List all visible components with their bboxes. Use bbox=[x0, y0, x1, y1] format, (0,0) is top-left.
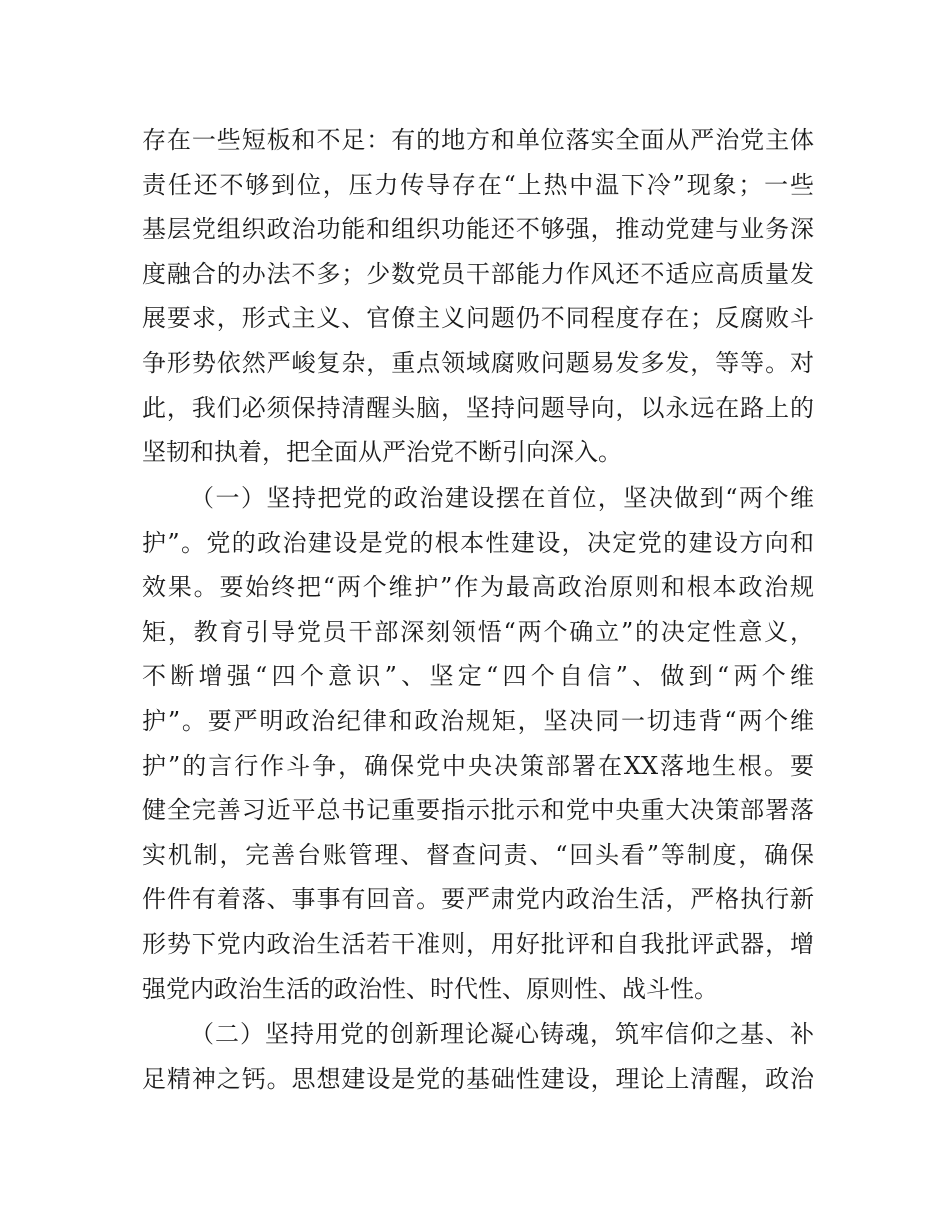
paragraph-section-one bbox=[142, 476, 814, 1011]
text-line: 基层党组织政治功能和组织功能还不够强，推动党建与业务深 bbox=[142, 215, 814, 244]
text-line: 形势下党内政治生活若干准则，用好批评和自我批评武器，增 bbox=[142, 929, 814, 958]
text-line: 护”。党的政治建设是党的根本性建设，决定党的建设方向和 bbox=[142, 528, 814, 557]
text-line: 矩，教育引导党员干部深刻领悟“两个确立”的决定性意义， bbox=[142, 617, 814, 646]
text-line: （二）坚持用党的创新理论凝心铸魂，筑牢信仰之基、补 bbox=[190, 1020, 814, 1048]
text-line: （一）坚持把党的政治建设摆在首位，坚决做到“两个维 bbox=[190, 484, 814, 512]
text-line: 件件有着落、事事有回音。要严肃党内政治生活，严格执行新 bbox=[142, 885, 814, 914]
text-line: 存在一些短板和不足：有的地方和单位落实全面从严治党主体 bbox=[142, 126, 814, 154]
text-line: 此，我们必须保持清醒头脑，坚持问题导向，以永远在路上的 bbox=[142, 393, 814, 422]
text-line: 度融合的办法不多；少数党员干部能力作风还不适应高质量发 bbox=[142, 259, 814, 288]
paragraph-section-two bbox=[142, 1012, 814, 1101]
text-line: 实机制，完善台账管理、督查问责、“回头看”等制度，确保 bbox=[142, 840, 814, 869]
text-line: 展要求，形式主义、官僚主义问题仍不同程度存在；反腐败斗 bbox=[142, 304, 814, 333]
paragraph-continuation bbox=[142, 118, 814, 475]
text-line: 责任还不够到位，压力传导存在“上热中温下冷”现象；一些 bbox=[142, 170, 814, 199]
text-line: 争形势依然严峻复杂，重点领域腐败问题易发多发，等等。对 bbox=[142, 348, 814, 377]
text-line: 足精神之钙。思想建设是党的基础性建设，理论上清醒，政治 bbox=[142, 1064, 814, 1093]
text-line: 护”的言行作斗争，确保党中央决策部署在XX落地生根。要 bbox=[142, 751, 814, 780]
text-line: 健全完善习近平总书记重要指示批示和党中央重大决策部署落 bbox=[142, 796, 814, 825]
text-line: 不断增强“四个意识”、坚定“四个自信”、做到“两个维 bbox=[142, 662, 814, 691]
text-line: 强党内政治生活的政治性、时代性、原则性、战斗性。 bbox=[142, 974, 718, 1003]
text-line: 坚韧和执着，把全面从严治党不断引向深入。 bbox=[142, 438, 622, 467]
text-line: 护”。要严明政治纪律和政治规矩，坚决同一切违背“两个维 bbox=[142, 706, 814, 735]
text-line: 效果。要始终把“两个维护”作为最高政治原则和根本政治规 bbox=[142, 573, 814, 602]
